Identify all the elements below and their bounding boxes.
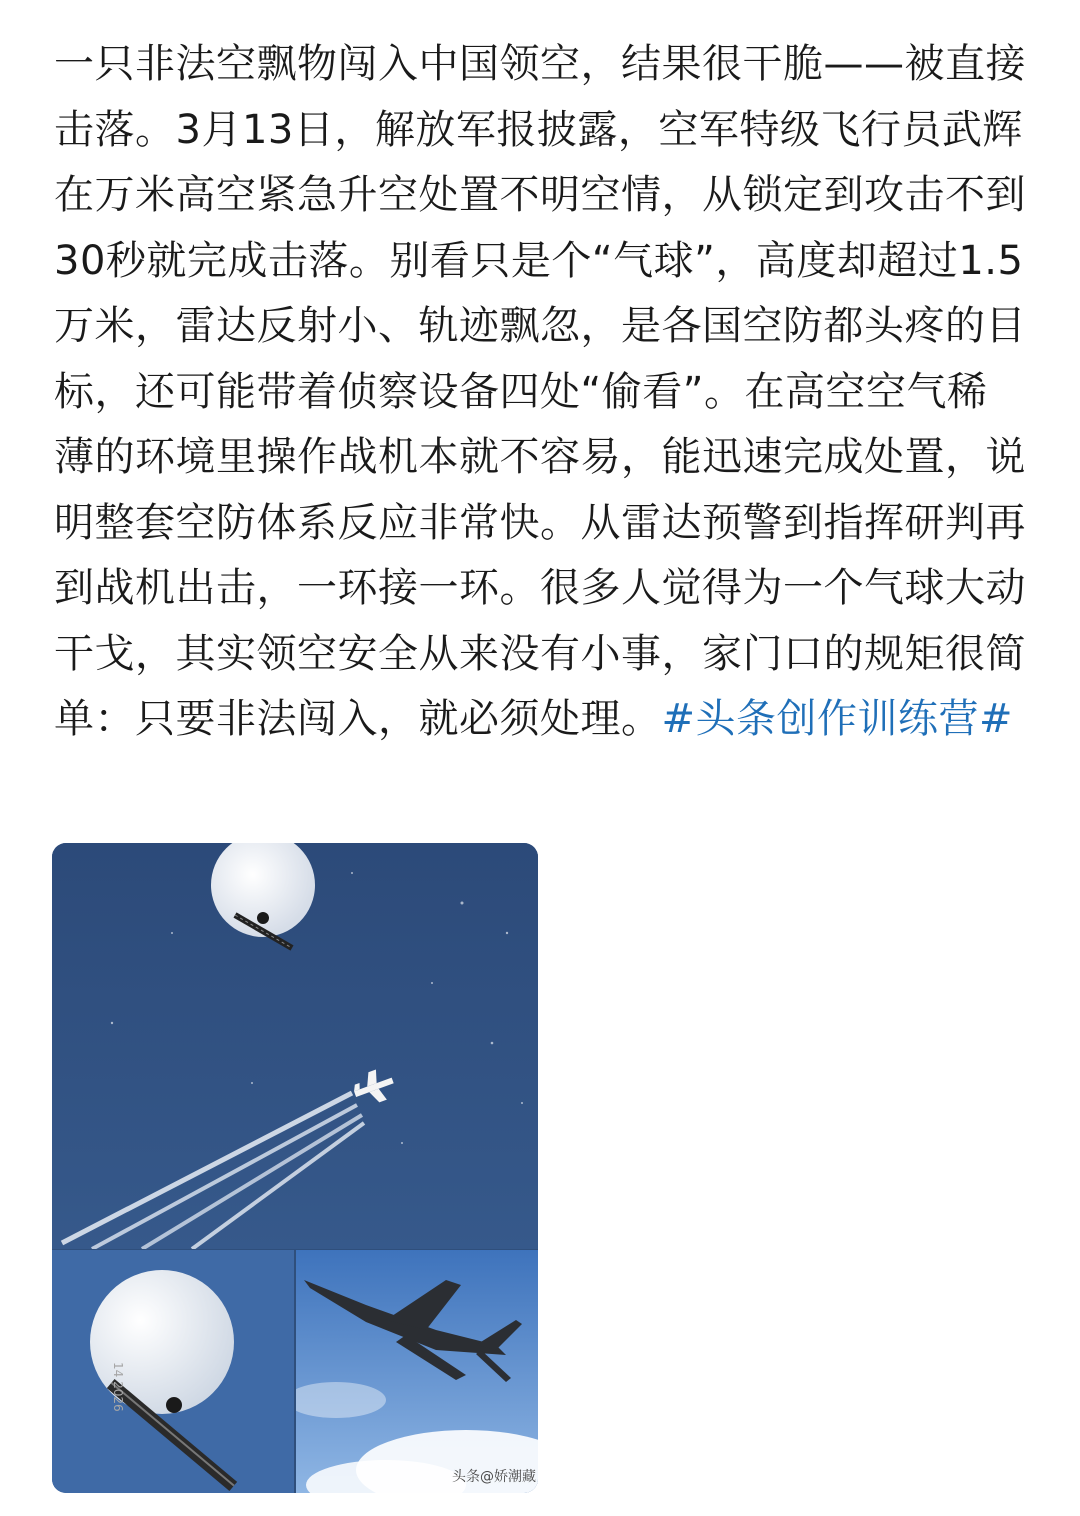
post-body: 一只非法空飘物闯入中国领空，结果很干脆——被直接击落。3月13日，解放军报披露，空军特级飞行员武辉在万米高空紧急升空处置不明空情，从锁定到攻击不到30秒就完成击落。别看只是个“气球”，高度却超过1.5万米，雷达反射小、轨迹飘忽，是各国空防都头疼的目标，还可能带着侦察设备四处“偷看”。在高空空气稀薄的环境里操作战机本就不容易，能迅速完成处置，说明整套空防体系反应非常快。从雷达预警到指挥研判再到战机出击，一环接一环。很多人觉得为一个气球大动干戈，其实领空安全从来没有小事，家门口的规矩很简单：只要非法闯入，就必须处理。 — [54, 41, 1026, 742]
hashtag-link[interactable]: #头条创作训练营# — [661, 696, 1014, 742]
photo-date-stamp: 14 2026 — [111, 1362, 125, 1412]
image-gallery — [52, 843, 538, 1493]
post-text — [54, 32, 1026, 753]
image-balloon-closeup[interactable] — [52, 1250, 294, 1493]
image-balloon-jet-contrails[interactable] — [52, 843, 538, 1249]
image-fighter-jet[interactable] — [296, 1250, 538, 1493]
watermark: 头条@娇潮藏 — [452, 1469, 536, 1485]
